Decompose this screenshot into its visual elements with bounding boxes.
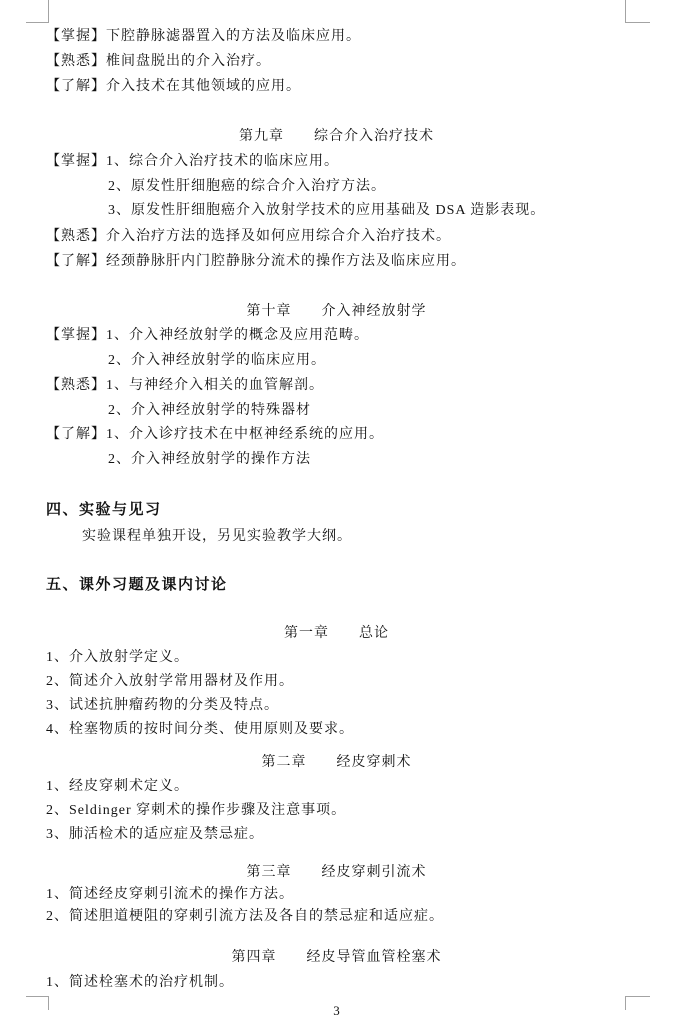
objective-line: 【熟悉】1、与神经介入相关的血管解剖。: [46, 378, 324, 393]
question-line: 2、Seldinger 穿刺术的操作步骤及注意事项。: [46, 803, 347, 818]
objective-subline: 2、介入神经放射学的临床应用。: [108, 353, 326, 368]
margin-crop-mark-bottom-right-icon: [625, 996, 650, 1010]
objective-line: 【了解】介入技术在其他领域的应用。: [46, 79, 301, 94]
paragraph-line: 实验课程单独开设，另见实验教学大纲。: [82, 529, 352, 544]
objective-subline: 2、原发性肝细胞癌的综合介入治疗方法。: [108, 179, 386, 194]
question-line: 1、介入放射学定义。: [46, 650, 189, 665]
chapter-heading: 第九章 综合介入治疗技术: [239, 129, 434, 144]
question-line: 2、简述胆道梗阻的穿刺引流方法及各自的禁忌症和适应症。: [46, 909, 444, 924]
question-line: 3、试述抗肿瘤药物的分类及特点。: [46, 698, 279, 713]
question-line: 4、栓塞物质的按时间分类、使用原则及要求。: [46, 722, 354, 737]
objective-line: 【掌握】1、介入神经放射学的概念及应用范畴。: [46, 328, 369, 343]
margin-crop-mark-bottom-left-icon: [26, 996, 49, 1010]
objective-line: 【掌握】1、综合介入治疗技术的临床应用。: [46, 154, 339, 169]
question-line: 3、肺活检术的适应症及禁忌症。: [46, 827, 264, 842]
section-heading: 四、实验与见习: [46, 502, 162, 518]
question-line: 1、经皮穿刺术定义。: [46, 779, 189, 794]
objective-subline: 2、介入神经放射学的特殊器材: [108, 403, 311, 418]
objective-line: 【熟悉】介入治疗方法的选择及如何应用综合介入治疗技术。: [46, 229, 451, 244]
objective-line: 【了解】1、介入诊疗技术在中枢神经系统的应用。: [46, 427, 384, 442]
margin-crop-mark-top-left-icon: [26, 0, 49, 23]
question-line: 1、简述经皮穿刺引流术的操作方法。: [46, 887, 294, 902]
question-line: 2、简述介入放射学常用器材及作用。: [46, 674, 294, 689]
objective-line: 【掌握】下腔静脉滤器置入的方法及临床应用。: [46, 29, 361, 44]
chapter-heading: 第一章 总论: [284, 626, 389, 641]
margin-crop-mark-top-right-icon: [625, 0, 650, 23]
question-line: 1、简述栓塞术的治疗机制。: [46, 975, 234, 990]
objective-line: 【熟悉】椎间盘脱出的介入治疗。: [46, 54, 271, 69]
objective-subline: 3、原发性肝细胞癌介入放射学技术的应用基础及 DSA 造影表现。: [108, 203, 546, 218]
chapter-heading: 第三章 经皮穿刺引流术: [246, 865, 427, 880]
chapter-heading: 第十章 介入神经放射学: [246, 304, 427, 319]
chapter-heading: 第二章 经皮穿刺术: [261, 755, 412, 770]
section-heading: 五、课外习题及课内讨论: [46, 577, 228, 593]
chapter-heading: 第四章 经皮导管血管栓塞术: [231, 950, 442, 965]
objective-subline: 2、介入神经放射学的操作方法: [108, 452, 311, 467]
objective-line: 【了解】经颈静脉肝内门腔静脉分流术的操作方法及临床应用。: [46, 254, 466, 269]
page-number: 3: [333, 1003, 340, 1018]
